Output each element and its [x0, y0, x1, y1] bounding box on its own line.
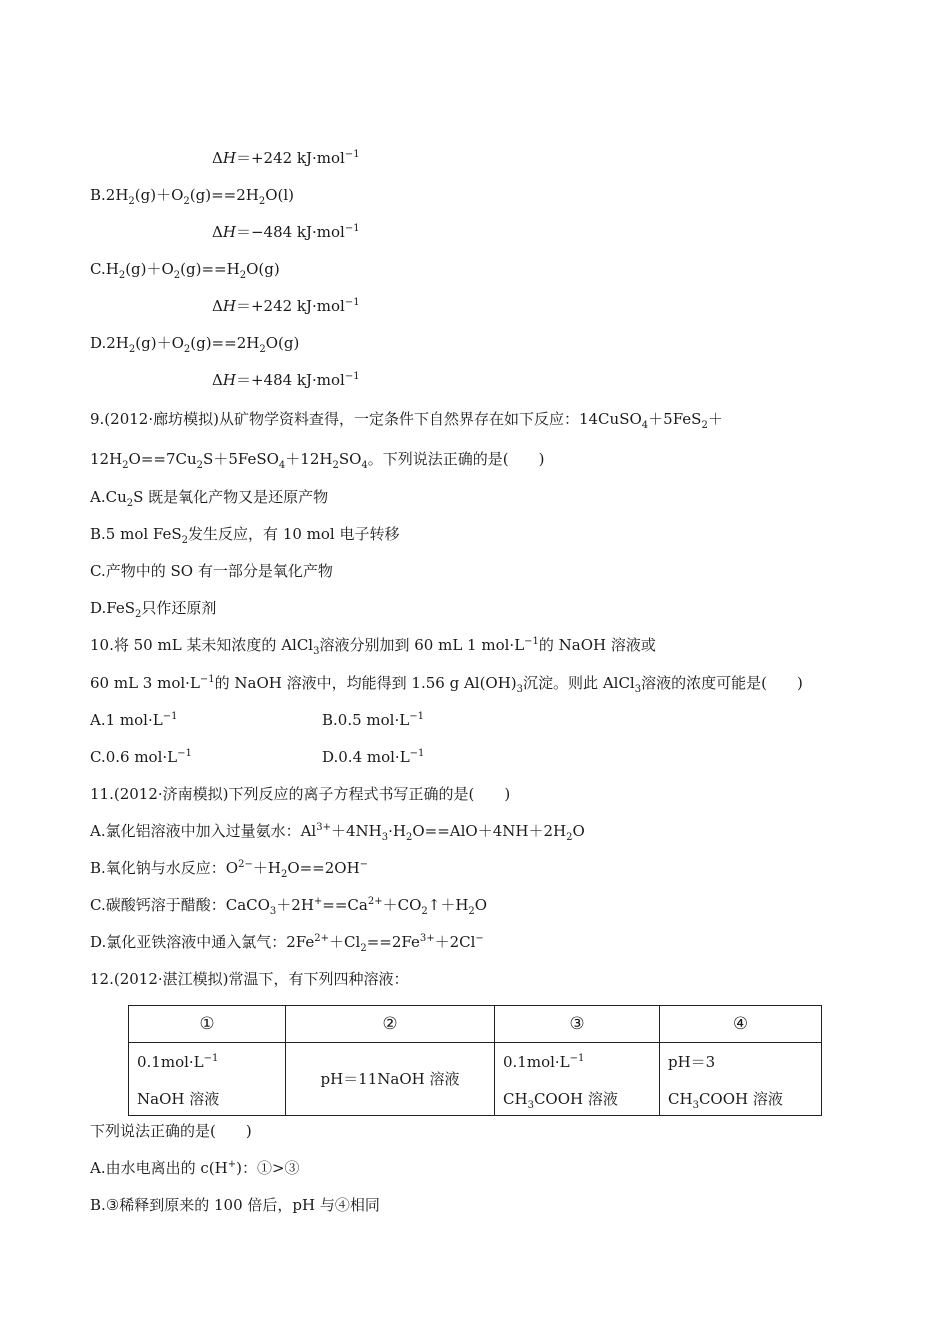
table-header-row: [129, 1006, 822, 1043]
q9-stem-line1: 9.(2012·廊坊模拟)从矿物学资料查得，一定条件下自然界存在如下反应：14CuSO$_4$＋5FeS$_2$＋: [90, 410, 723, 431]
table-header: ②: [286, 1006, 495, 1043]
q8-optC-dh: ΔH＝+242 kJ·mol$^{-1}$: [212, 297, 360, 315]
q8-optD-dh: ΔH＝+484 kJ·mol$^{-1}$: [212, 371, 360, 389]
q10-optD: D.0.4 $mol\cdot L^{-1}$: [322, 748, 425, 766]
q11-stem: 11.(2012·济南模拟)下列反应的离子方程式书写正确的是( ): [90, 785, 511, 803]
q8-optC: $C.H_2(g)+O_2(g)==H_2O(g)$: [90, 260, 280, 281]
q10-stem-line1: 10.将 50 mL 某未知浓度的 AlCl$_3$溶液分别加到 60 mL 1 $mol\cdot L^{-1}$的 NaOH 溶液或: [90, 636, 656, 657]
solutions-table: [128, 1005, 822, 1116]
q11-optC: C.碳酸钙溶于醋酸：$CaCO_3+2H^+==Ca^{2+}+CO_2↑+H_2O$: [90, 896, 488, 917]
q9-optD: D.FeS$_2$只作还原剂: [90, 599, 217, 620]
q10-optC: C.0.6 $mol\cdot L^{-1}$: [90, 748, 192, 766]
table-header: ①: [129, 1006, 286, 1043]
q11-optA: A.氯化铝溶液中加入过量氨水：$Al^{3+}+4NH_3\cdot H_2O==AlO+4NH+2H_2O$: [90, 822, 585, 843]
q12-prompt: 下列说法正确的是( ): [90, 1122, 252, 1140]
q10-optA: A.1 $mol\cdot L^{-1}$: [90, 711, 178, 729]
q10-stem-line2: 60 mL 3 $mol\cdot L^{-1}$的 NaOH 溶液中，均能得到 1.56 g $Al(OH)_3$沉淀。则此 AlCl$_3$溶液的浓度可能是( ): [90, 674, 803, 695]
table-header: ③: [495, 1006, 660, 1043]
q8-optA-dh: ΔH＝+242 kJ·mol$^{-1}$: [212, 149, 360, 167]
table-cell-1: $0.1mol\cdot L^{-1}$ NaOH 溶液: [129, 1043, 286, 1116]
q12-stem: 12.(2012·湛江模拟)常温下，有下列四种溶液：: [90, 970, 409, 988]
q12-optA: A.由水电离出的 c(H+)：①>③: [90, 1159, 300, 1177]
table-header: ④: [660, 1006, 822, 1043]
q8-optD: $D.2H_2(g)+O_2(g)==2H_2O(g)$: [90, 334, 300, 355]
q9-optA: $A.Cu_2S$ 既是氧化产物又是还原产物: [90, 488, 329, 509]
q10-optB: B.0.5 $mol\cdot L^{-1}$: [322, 711, 424, 729]
q8-optB-dh: ΔH＝−484 kJ·mol$^{-1}$: [212, 223, 360, 241]
table-cell-2: pH＝11NaOH 溶液: [286, 1043, 495, 1116]
table-row: [129, 1043, 822, 1116]
q11-optB: B.氧化钠与水反应：$O^{2-}+H_2O==2OH^-$: [90, 859, 369, 880]
q9-optB: B.5 mol FeS$_2$发生反应，有 10 mol 电子转移: [90, 525, 400, 546]
table-cell-4: pH＝3 $CH_3COOH$ 溶液: [660, 1043, 822, 1116]
q9-stem-line2: $12H_2O==7Cu_2S+5FeSO_4+12H_2SO_4$。下列说法正确的是( ): [90, 450, 545, 471]
q8-optB: $B.2H_2(g)+O_2(g)==2H_2O(l)$: [90, 186, 295, 207]
q11-optD: D.氯化亚铁溶液中通入氯气：$2Fe^{2+}+Cl_2==2Fe^{3+}+2Cl^-$: [90, 933, 484, 954]
q9-optC: C.产物中的 SO 有一部分是氧化产物: [90, 562, 333, 580]
table-cell-3: $0.1mol\cdot L^{-1}$ $CH_3COOH$ 溶液: [495, 1043, 660, 1116]
q12-optB: B.③稀释到原来的 100 倍后，pH 与④相同: [90, 1196, 380, 1214]
